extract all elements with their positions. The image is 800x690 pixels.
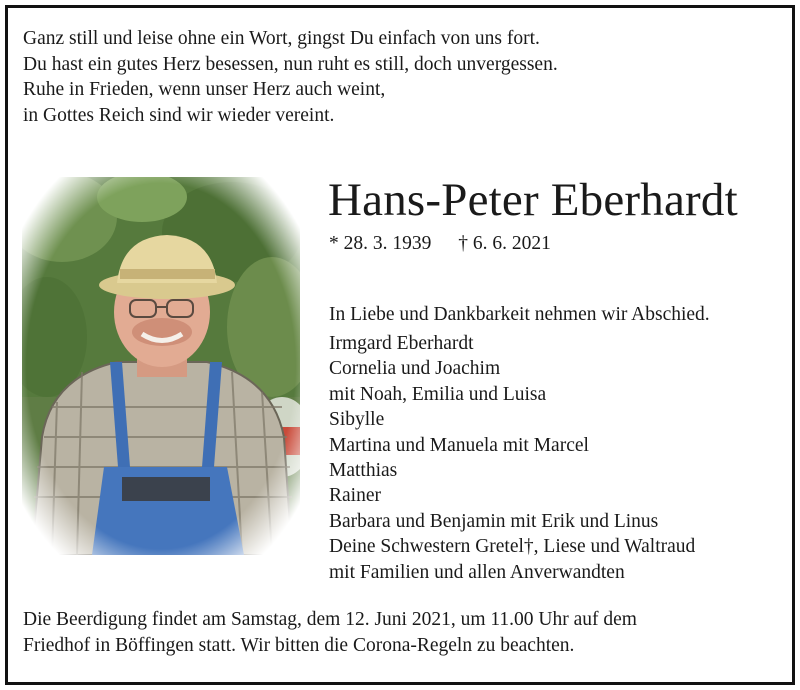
- memorial-poem: [23, 26, 558, 128]
- mourner-line: Irmgard Eberhardt: [329, 333, 474, 354]
- life-dates: [329, 232, 551, 256]
- mourners-list: [329, 331, 695, 585]
- funeral-line: Die Beerdigung findet am Samstag, dem 12. Juni 2021, um 11.00 Uhr auf dem: [23, 609, 637, 630]
- mourner-line: Rainer: [329, 485, 381, 507]
- farewell-text: In Liebe und Dankbarkeit nehmen wir Abschied.: [329, 304, 710, 325]
- deceased-name: Hans-Peter Eberhardt: [328, 174, 738, 226]
- mourner-line: Martina und Manuela mit Marcel: [329, 434, 589, 456]
- mourner-line: Cornelia und Joachim: [329, 358, 501, 380]
- birth-date: * 28. 3. 1939: [329, 233, 432, 254]
- poem-line: in Gottes Reich sind wir wieder vereint.: [23, 104, 335, 126]
- mourner-line: Deine Schwestern Gretel†, Liese und Waltraud: [329, 536, 696, 558]
- mourner-line: mit Familien und allen Anverwandten: [329, 561, 625, 583]
- poem-line: Du hast ein gutes Herz besessen, nun ruht es still, doch unvergessen.: [23, 53, 558, 75]
- death-date: † 6. 6. 2021: [458, 233, 551, 254]
- mourner-line: Sibylle: [329, 409, 385, 431]
- funeral-line: Friedhof in Böffingen statt. Wir bitten die Corona-Regeln zu beachten.: [23, 634, 575, 656]
- poem-line: Ruhe in Frieden, wenn unser Herz auch weint,: [23, 79, 386, 100]
- mourner-line: Matthias: [329, 460, 398, 482]
- mourner-line: mit Noah, Emilia und Luisa: [329, 383, 547, 405]
- mourner-line: Barbara und Benjamin mit Erik und Linus: [329, 510, 659, 532]
- poem-line: Ganz still und leise ohne ein Wort, gingst Du einfach von uns fort.: [23, 28, 540, 49]
- portrait-photo: [22, 177, 300, 555]
- funeral-notice: [23, 607, 637, 658]
